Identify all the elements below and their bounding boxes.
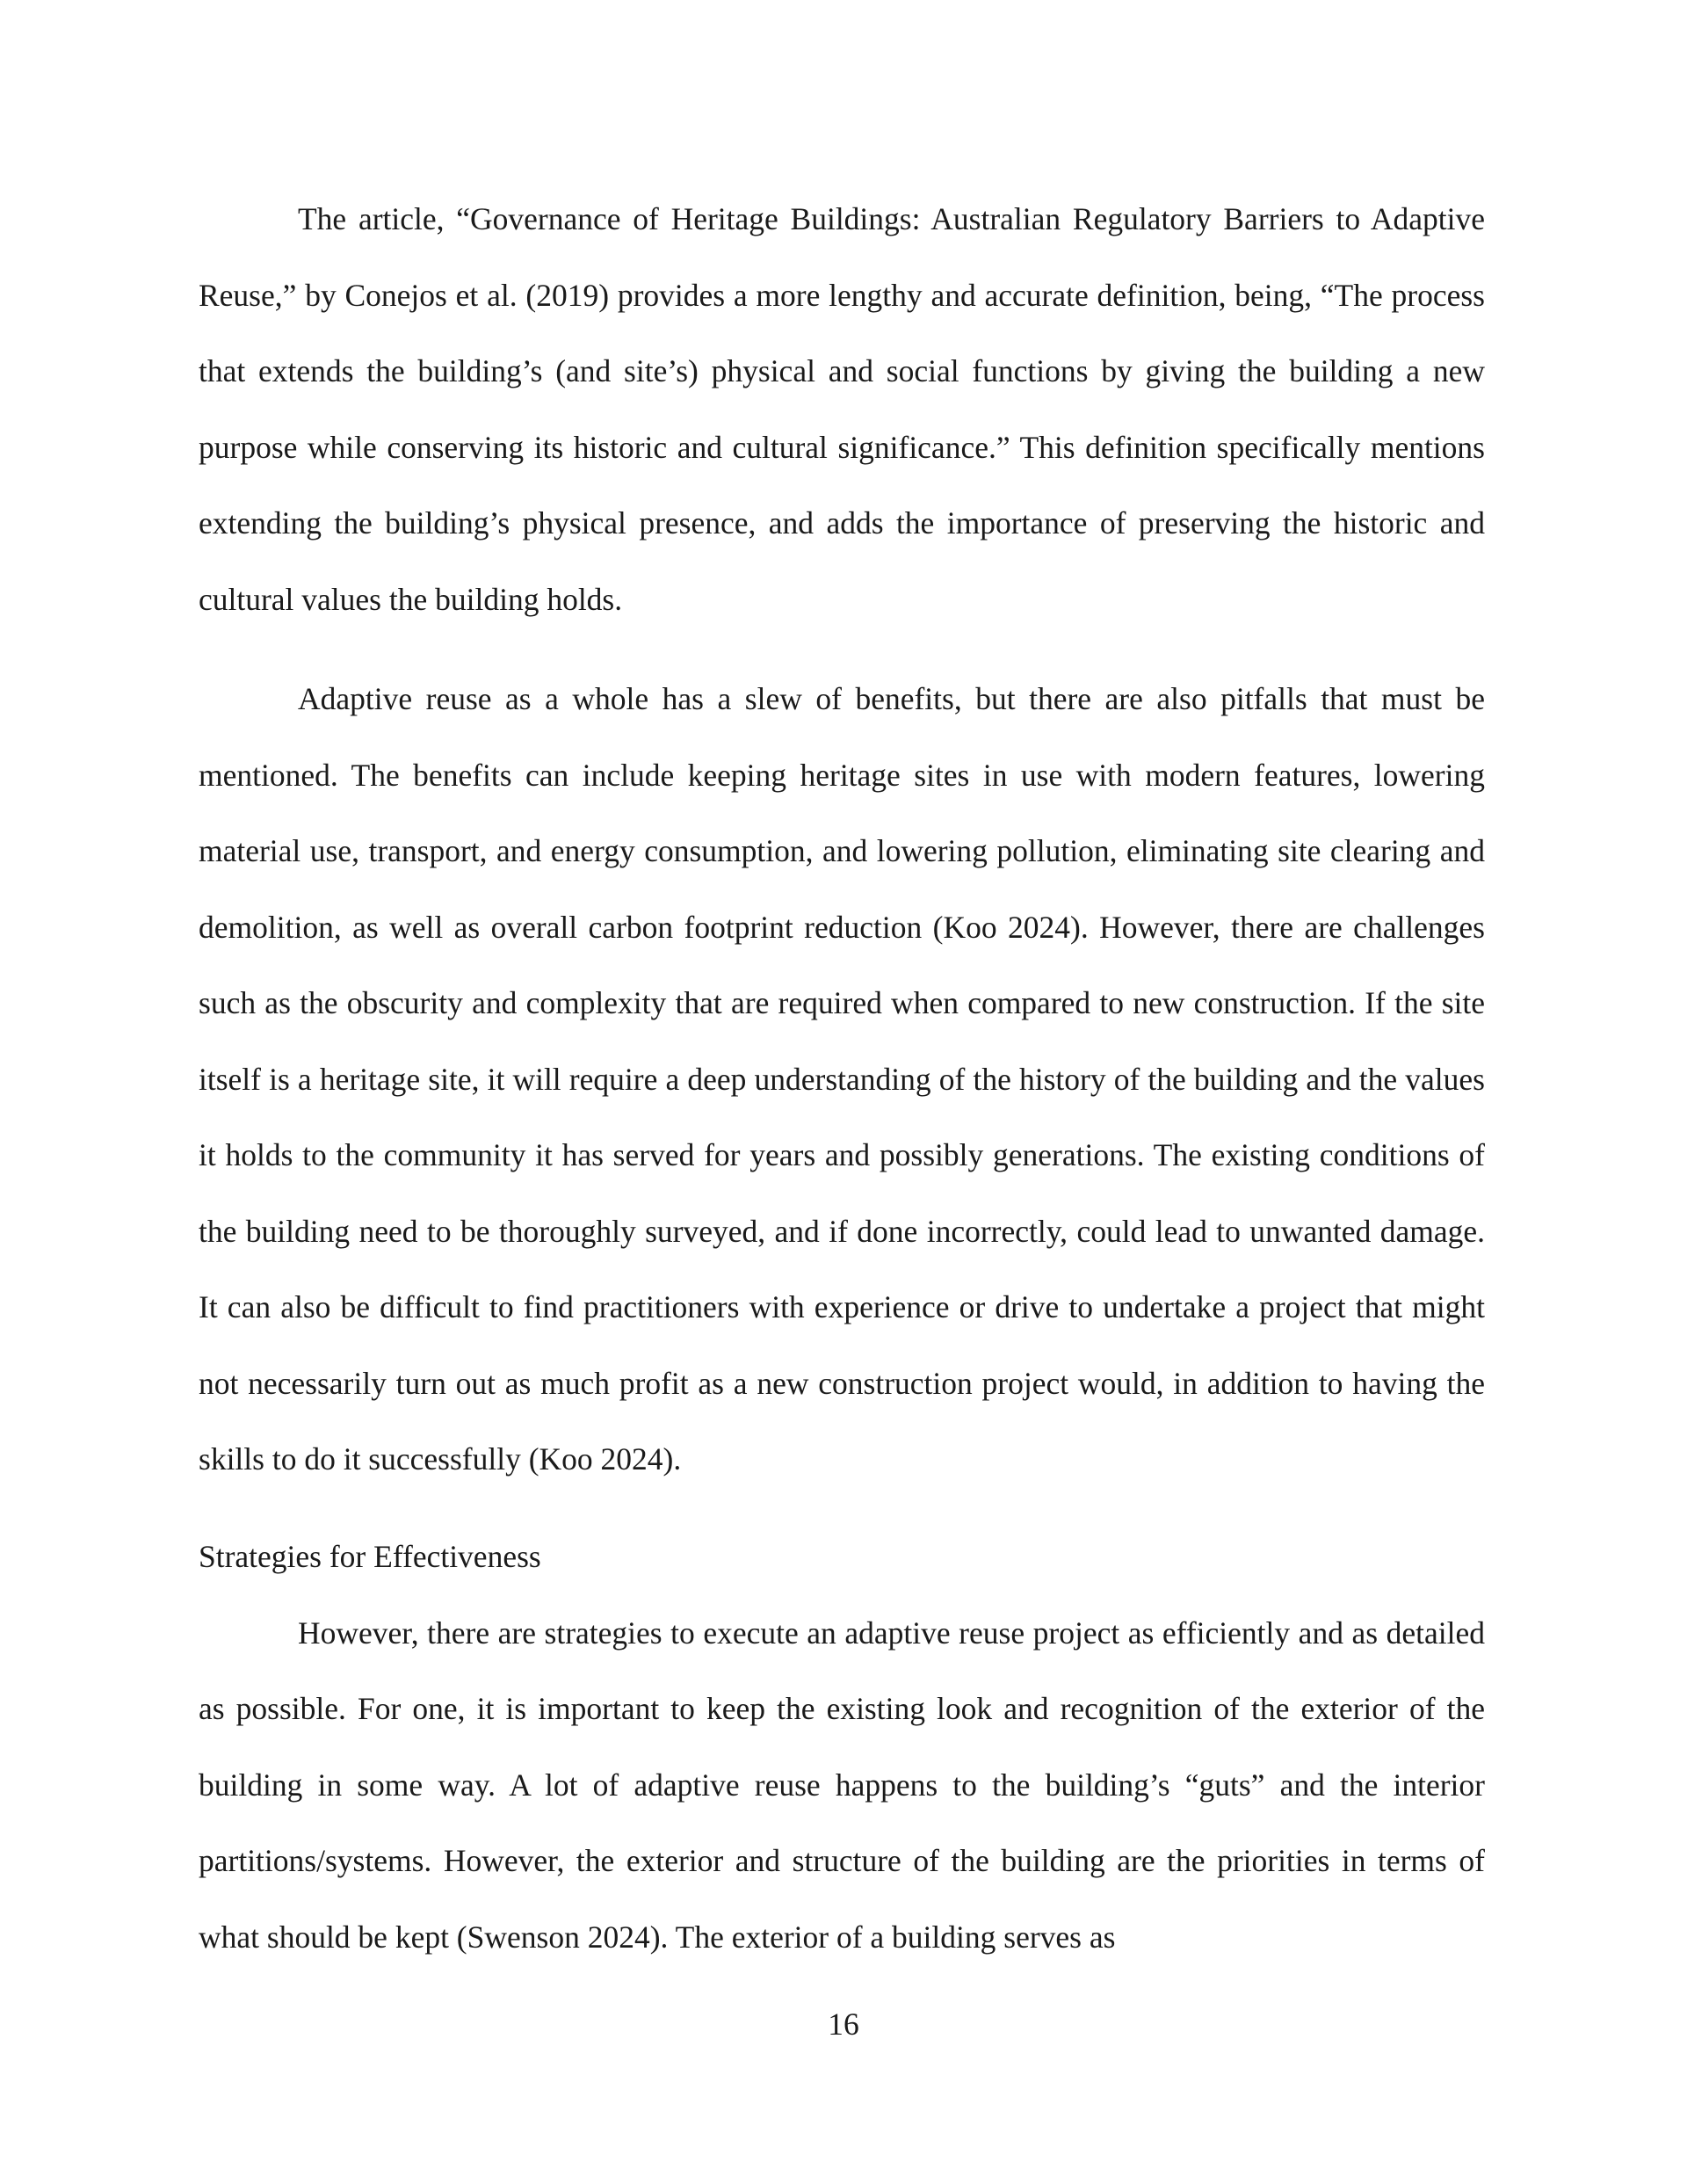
- section-heading: Strategies for Effectiveness: [199, 1539, 541, 1574]
- page-number: 16: [828, 2006, 859, 2042]
- paragraph-adaptive-reuse-definition: The article, “Governance of Heritage Buildings: Australian Regulatory Barriers to Adaptive Reuse,” by Conejos et al. (2019) provides a more lengthy and accurate definition, being, “The process that extends the building’s (and site’s) physical and social functions by giving the building a new purpose while conserving its historic and cultural significance.” This definition specifically mentions extending the building’s physical presence, and adds the importance of preserving the historic and cultural values the building holds.: [199, 201, 1485, 617]
- section-strategies-block: [199, 1519, 1485, 1975]
- paragraph-definition-block: [199, 181, 1485, 637]
- paragraph-strategies: However, there are strategies to execute an adaptive reuse project as efficiently and as detailed as possible. For one, it is important to keep the existing look and recognition of the exterior of the building in some way. A lot of adaptive reuse happens to the building’s “guts” and the interior partitions/systems. However, the exterior and structure of the building are the priorities in terms of what should be kept (Swenson 2024). The exterior of a building serves as: [199, 1614, 1485, 1955]
- paragraph-benefits-block: [199, 661, 1485, 1498]
- paragraph-benefits-and-pitfalls: Adaptive reuse as a whole has a slew of benefits, but there are also pitfalls that must be mentioned. The benefits can include keeping heritage sites in use with modern features, lowering material use, transport, and energy consumption, and lowering pollution, eliminating site clearing and demolition, as well as overall carbon footprint reduction (Koo 2024). However, there are challenges such as the obscurity and complexity that are required when compared to new construction. If the site itself is a heritage site, it will require a deep understanding of the history of the building and the values it holds to the community it has served for years and possibly generations. The existing conditions of the building need to be thoroughly surveyed, and if done incorrectly, could lead to unwanted damage. It can also be difficult to find practitioners with experience or drive to undertake a project that might not necessarily turn out as much profit as a new construction project would, in addition to having the skills to do it successfully (Koo 2024).: [199, 681, 1485, 1477]
